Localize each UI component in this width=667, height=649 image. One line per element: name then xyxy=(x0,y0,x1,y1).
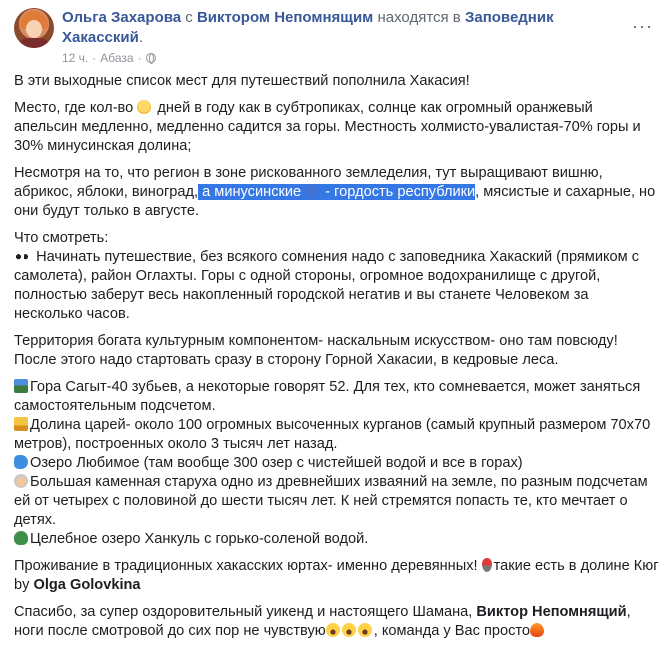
title-dot: . xyxy=(138,29,144,46)
author-name-link[interactable]: Ольга Захарова xyxy=(62,9,182,26)
turtle-icon xyxy=(14,531,28,545)
paragraph-intro: В эти выходные список мест для путешествий пополнила Хакасия! xyxy=(14,73,470,89)
what-to-see-title: Что смотреть: xyxy=(14,230,109,246)
post-time-link[interactable]: 12 ч. xyxy=(62,51,89,65)
tomato-emoji-icon xyxy=(305,184,319,198)
thanks-text-c: , команда у Вас просто xyxy=(373,623,531,639)
climate-text-b: дней в году как в субтропиках, солнце как огромный оранжевый апельсин медленно, медленно садится за горы. Местность холмисто-увалистая-70% горы и 30% минусинская долина; xyxy=(14,100,641,154)
old-woman-icon xyxy=(14,474,28,488)
list-item-lake: Озеро Любимое (там вообще 300 озер с чистейшей водой и все в горах) xyxy=(30,455,523,471)
lodging-text-b: такие есть в долине Кюг by xyxy=(14,558,659,593)
more-options-icon[interactable]: ··· xyxy=(632,16,653,36)
viktor-nepomnyashchiy-link[interactable]: Виктор Непомнящий xyxy=(476,604,627,620)
fish-icon xyxy=(14,455,28,469)
laughing-icon-3 xyxy=(358,623,372,637)
meta-separator: · xyxy=(92,51,97,65)
avatar-shirt xyxy=(18,38,50,48)
post-header xyxy=(14,8,653,64)
paragraph-climate xyxy=(14,99,659,156)
lodging-text-a: Проживание в традиционных хакасских юртах- именно деревянных! xyxy=(14,558,478,574)
crown-icon xyxy=(14,417,28,431)
fire-icon xyxy=(530,623,544,637)
paragraph-thanks xyxy=(14,603,659,641)
olga-golovkina-link[interactable]: Olga Golovkina xyxy=(33,577,141,593)
paragraph-agriculture xyxy=(14,164,659,221)
meta-separator-2: · xyxy=(137,51,142,65)
location-link[interactable]: Абаза xyxy=(100,51,134,65)
place-link[interactable]: Заповедник Хакасский xyxy=(62,9,554,46)
agri-text-b: , мясистые и сахарные, но они будут только в августе. xyxy=(14,184,656,219)
selected-emoji-wrap xyxy=(305,184,321,200)
globe-icon[interactable] xyxy=(146,53,156,63)
list-item-khankul: Целебное озеро Ханкуль с горько-соленой водой. xyxy=(30,531,369,547)
smiling-face-icon xyxy=(137,100,151,114)
what-to-see-text: Начинать путешествие, без всякого сомнения надо с заповедника Хакаский (прямиком с самолета), район Оглахты. Горы с одной стороны, огромное водохранилище с другой, полностью заберут весь накопленный городской негатив и вы станете Человеком за несколько часов. xyxy=(14,249,640,322)
pushpin-icon xyxy=(482,558,492,572)
paragraph-what-to-see xyxy=(14,229,659,324)
avatar-face xyxy=(26,20,42,38)
agri-text-a: Несмотря на то, что регион в зоне рискованного земледелия, тут выращивают вишню, абрикос, яблоки, виноград, xyxy=(14,165,603,200)
at-word: находятся в xyxy=(377,9,461,26)
selected-text-1: а минусинские xyxy=(198,184,306,200)
laughing-icon-2 xyxy=(342,623,356,637)
thanks-text-a: Спасибо, за супер оздоровительный уикенд и настоящего Шамана, xyxy=(14,604,473,620)
mountain-icon xyxy=(14,379,28,393)
selected-text-2: - гордость республики xyxy=(321,184,476,200)
post-content xyxy=(14,72,659,649)
list-item-valley: Долина царей- около 100 огромных высоченных курганов (самый крупный размером 70х70 метров), построенных около 3 тысяч лет назад. xyxy=(14,417,651,452)
laughing-icon-1 xyxy=(326,623,340,637)
list-places xyxy=(14,378,659,549)
paragraph-culture: Территория богата культурным компонентом- наскальным искусством- оно там повсюду! После этого надо стартовать сразу в сторону Горной Хакасии, в кедровые леса. xyxy=(14,333,618,368)
climate-text-a: Место, где кол-во xyxy=(14,100,134,116)
paragraph-lodging xyxy=(14,557,659,595)
with-word: с xyxy=(185,9,193,26)
post-title xyxy=(62,8,629,48)
list-item-sagyt: Гора Сагыт-40 зубьев, а некоторые говорят 52. Для тех, кто сомневается, может заняться самостоятельным подсчетом. xyxy=(14,379,641,414)
eyes-icon xyxy=(14,249,30,263)
author-avatar[interactable] xyxy=(14,8,54,48)
tagged-person-link[interactable]: Виктором Непомнящим xyxy=(196,9,374,26)
list-item-stone: Большая каменная старуха одно из древнейших изваяний на земле, по разным подсчетам ей от четырех с половиной до шести тысяч лет. К ней стремятся попасть те, кто мечтает о детях. xyxy=(14,474,648,528)
thanks-text-b: , ноги после смотровой до сих пор не чувствую xyxy=(14,604,631,639)
post-meta xyxy=(62,50,156,66)
